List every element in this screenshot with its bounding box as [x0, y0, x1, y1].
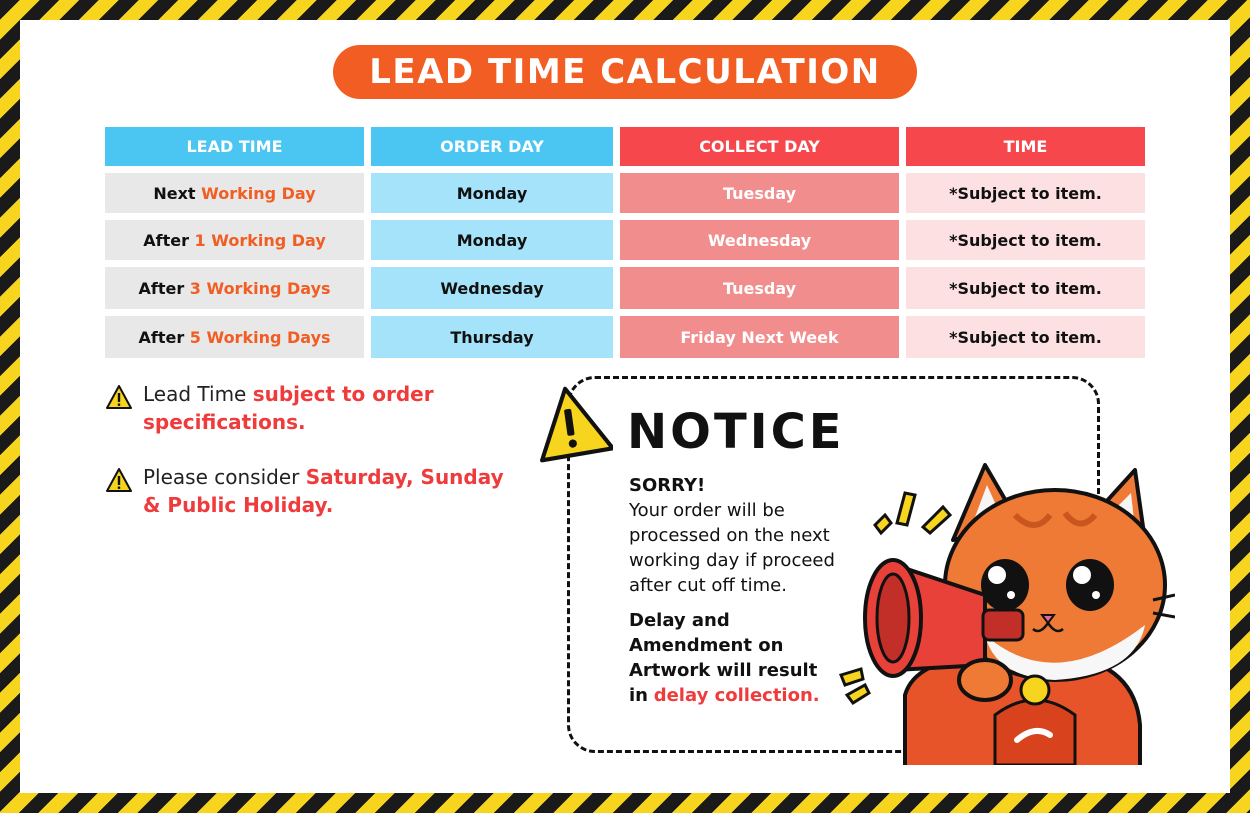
note-text	[143, 380, 523, 436]
lead-highlight: 1 Working Day	[194, 230, 326, 250]
table-row-lead-time	[105, 220, 364, 260]
table-row-lead-time	[105, 173, 364, 213]
table-row-collect-day: Tuesday	[620, 267, 899, 309]
warning-triangle-icon	[105, 467, 133, 493]
header-lead-time: LEAD TIME	[105, 127, 364, 166]
cat-megaphone-mascot-icon	[835, 445, 1175, 765]
table-row-time: *Subject to item.	[906, 220, 1145, 260]
header-order-day: ORDER DAY	[371, 127, 613, 166]
note-highlight: subject to order specifications.	[143, 382, 434, 434]
header-collect-day: COLLECT DAY	[620, 127, 899, 166]
note-prefix: Lead Time	[143, 382, 247, 406]
table-row-collect-day: Friday Next Week	[620, 316, 899, 358]
notice-sorry	[629, 473, 859, 498]
lead-prefix: Next	[153, 183, 196, 203]
note-prefix: Please consider	[143, 465, 300, 489]
note-holidays	[105, 463, 525, 523]
warning-triangle-icon	[531, 382, 613, 464]
table-row-collect-day: Tuesday	[620, 173, 899, 213]
notice-title: NOTICE	[627, 404, 845, 460]
notice-delay-prefix: Delay and Amendment on Artwork will result in	[629, 610, 818, 706]
table-row-order-day: Wednesday	[371, 267, 613, 309]
lead-prefix: After	[138, 327, 185, 347]
note-lead-time	[105, 380, 525, 440]
notice-sorry-label: SORRY!	[629, 475, 706, 496]
table-row-time: *Subject to item.	[906, 267, 1145, 309]
lead-highlight: 3 Working Days	[189, 278, 331, 298]
note-text	[143, 463, 523, 519]
notice-message: Your order will be processed on the next working day if proceed after cut off time.	[629, 500, 835, 596]
table-row-lead-time	[105, 267, 364, 309]
lead-highlight: Working Day	[201, 183, 316, 203]
note-highlight: Saturday, Sunday & Public Holiday.	[143, 465, 504, 517]
table-row-order-day: Monday	[371, 173, 613, 213]
lead-highlight: 5 Working Days	[189, 327, 331, 347]
table-row-order-day: Monday	[371, 220, 613, 260]
notice-delay-highlight: delay collection.	[653, 685, 820, 706]
warning-triangle-icon	[105, 384, 133, 410]
lead-prefix: After	[143, 230, 189, 250]
table-row-lead-time	[105, 316, 364, 358]
table-row-time: *Subject to item.	[906, 173, 1145, 213]
table-row-collect-day: Wednesday	[620, 220, 899, 260]
table-row-time: *Subject to item.	[906, 316, 1145, 358]
header-time: TIME	[906, 127, 1145, 166]
lead-prefix: After	[138, 278, 185, 298]
page-title: LEAD TIME CALCULATION	[333, 45, 917, 99]
notice-delay	[629, 608, 829, 708]
table-row-order-day: Thursday	[371, 316, 613, 358]
